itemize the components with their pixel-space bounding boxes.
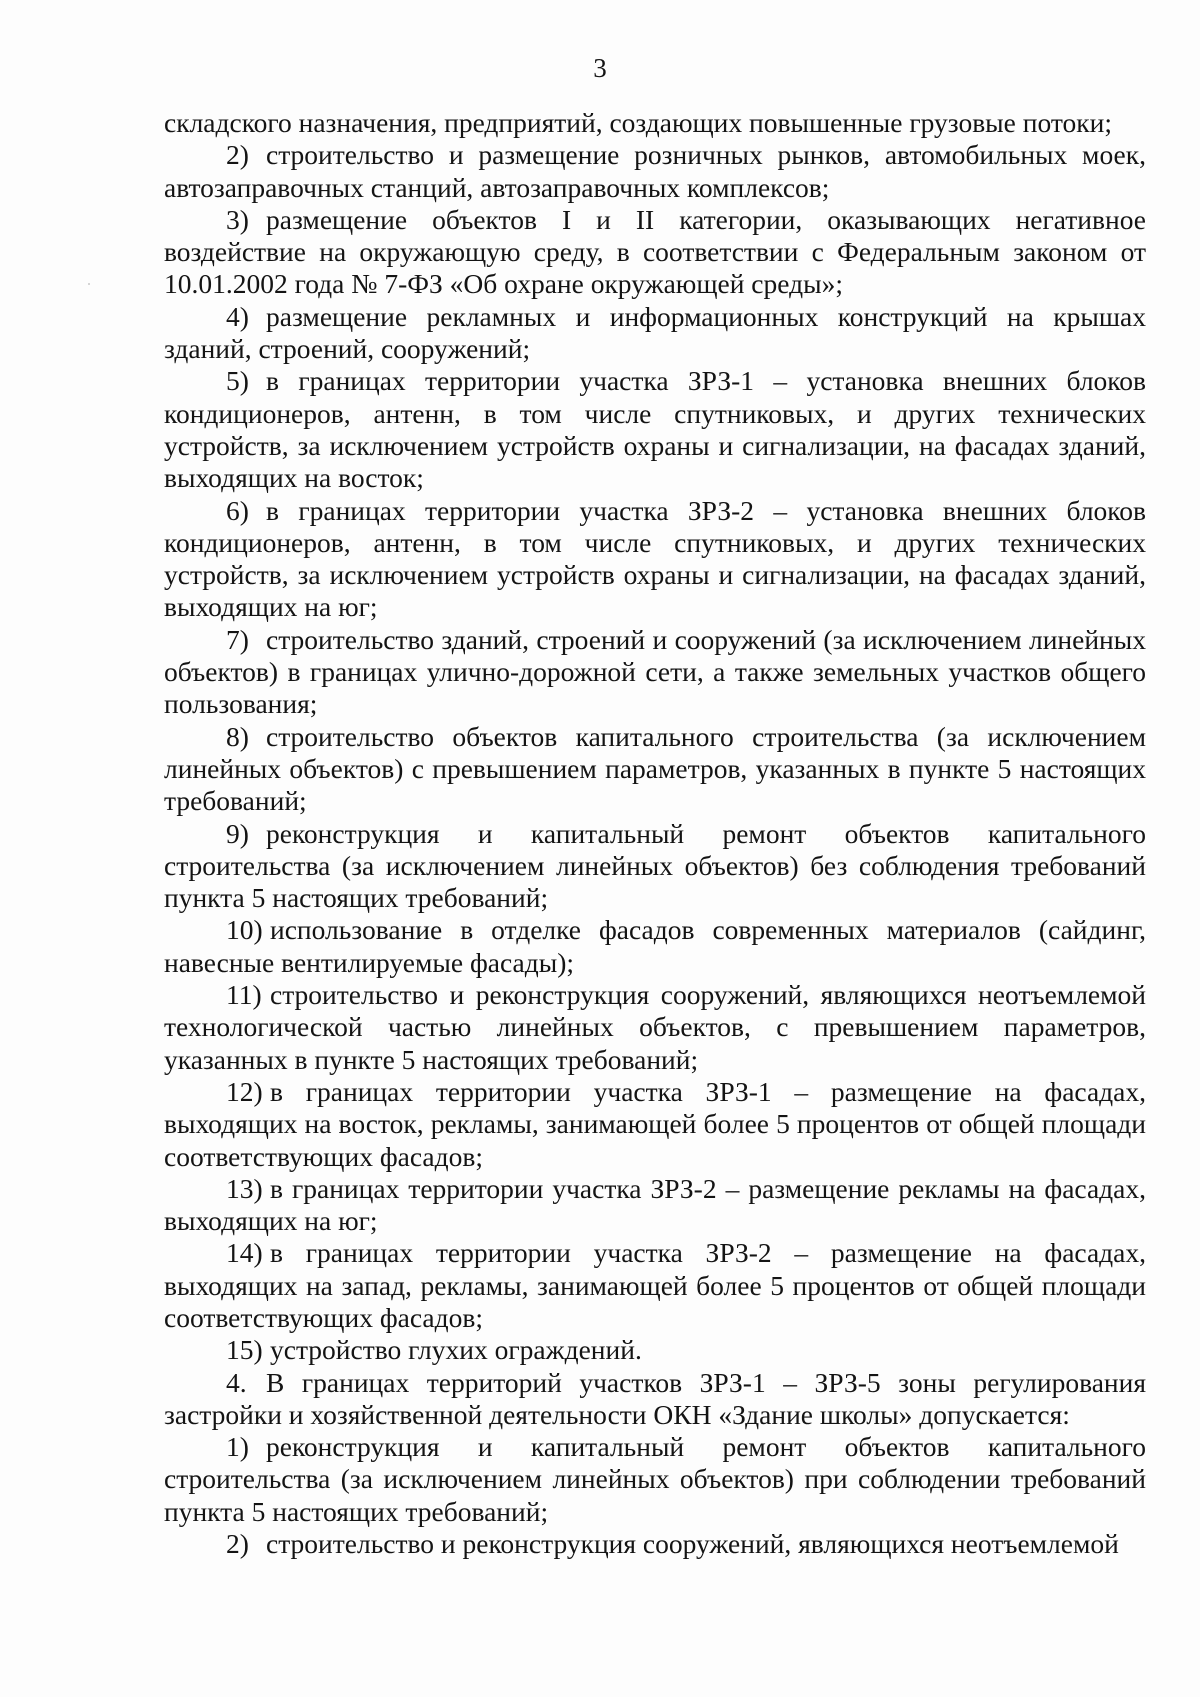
paragraph [164,1367,1146,1432]
paragraph-text: устройство глухих ограждений. [270,1334,642,1366]
paragraph [164,979,1146,1076]
paragraph-number: 5) [226,365,249,397]
paragraph-text: строительство зданий, строений и сооружений (за исключением линейных объектов) в границах улично-дорожной сети, а также земельных участков общего пользования; [164,623,1146,720]
paragraph-text: строительство объектов капитального строительства (за исключением линейных объектов) с превышением параметров, указанных в пункте 5 настоящих требований; [164,720,1146,817]
paragraph [164,1528,1146,1560]
paragraph [164,365,1146,494]
paragraph [164,139,1146,204]
paragraph-number: 14) [226,1237,263,1269]
paragraph [164,204,1146,301]
paragraph-text: реконструкция и капитальный ремонт объектов капитального строительства (за исключением линейных объектов) без соблюдения требований пункта 5 настоящих требований; [164,817,1146,914]
paragraph-number: 7) [226,623,249,655]
page-number: 3 [593,53,607,83]
paragraph [164,721,1146,818]
paragraph-text: в границах территории участка ЗРЗ-1 – установка внешних блоков кондиционеров, антенн, в том числе спутниковых, и других технических устройств, за исключением устройств охраны и сигнализации, на фасадах зданий, выходящих на восток; [164,365,1146,494]
paragraph-number: 4) [226,300,249,332]
paragraph [164,107,1146,139]
paragraph-text: строительство и реконструкция сооружений, являющихся неотъемлемой [266,1528,1119,1560]
paragraph-text: размещение рекламных и информационных конструкций на крышах зданий, строений, сооружений; [164,300,1146,365]
paragraph-text: складского назначения, предприятий, создающих повышенные грузовые потоки; [164,107,1112,138]
paragraph-text: реконструкция и капитальный ремонт объектов капитального строительства (за исключением линейных объектов) при соблюдении требований пункта 5 настоящих требований; [164,1431,1146,1527]
paragraph-text: строительство и размещение розничных рынков, автомобильных моек, автозаправочных станций, автозаправочных комплексов; [164,139,1146,203]
paragraph-number: 9) [226,817,249,849]
paragraph-number: 1) [226,1431,249,1463]
paragraph-number: 12) [226,1075,263,1107]
paragraph [164,1173,1146,1238]
paragraph-number: 4. [226,1366,247,1398]
paragraph-text: в границах территории участка ЗРЗ-1 – размещение на фасадах, выходящих на восток, рекламы, занимающей более 5 процентов от общей площади соответствующих фасадов; [164,1075,1146,1172]
paragraph-number: 2) [226,1528,249,1560]
scan-speck [88,283,90,285]
paragraph-text: строительство и реконструкция сооружений, являющихся неотъемлемой технологической частью линейных объектов, с превышением параметров, указанных в пункте 5 настоящих требований; [164,979,1146,1075]
paragraph [164,1334,1146,1366]
paragraph [164,1431,1146,1528]
paragraph-number: 3) [226,203,249,235]
paragraph-number: 13) [226,1172,263,1204]
paragraph [164,301,1146,366]
paragraph-number: 8) [226,720,249,752]
paragraph [164,624,1146,721]
paragraph-text: В границах территорий участков ЗРЗ-1 – ЗРЗ-5 зоны регулирования застройки и хозяйственной деятельности ОКН «Здание школы» допускается: [164,1366,1146,1430]
paragraph-number: 15) [226,1334,263,1366]
paragraph-number: 11) [226,979,262,1011]
paragraph-number: 10) [226,914,263,946]
paragraph [164,495,1146,624]
paragraph-number: 2) [226,139,249,171]
paragraph-text: в границах территории участка ЗРЗ-2 – размещение на фасадах, выходящих на запад, рекламы, занимающей более 5 процентов от общей площади соответствующих фасадов; [164,1237,1146,1333]
paragraph [164,1076,1146,1173]
paragraph [164,914,1146,979]
paragraph-number: 6) [226,494,249,526]
paragraph [164,1237,1146,1334]
paragraph-text: в границах территории участка ЗРЗ-2 – установка внешних блоков кондиционеров, антенн, в том числе спутниковых, и других технических устройств, за исключением устройств охраны и сигнализации, на фасадах зданий, выходящих на юг; [164,494,1146,623]
paragraph [164,818,1146,915]
paragraph-text: использование в отделке фасадов современных материалов (сайдинг, навесные вентилируемые фасады); [164,914,1146,978]
paragraph-text: размещение объектов I и II категории, оказывающих негативное воздействие на окружающую среду, в соответствии с Федеральным законом от 10.01.2002 года № 7-ФЗ «Об охране окружающей среды»; [164,203,1146,300]
document-body [164,107,1146,1560]
paragraph-text: в границах территории участка ЗРЗ-2 – размещение рекламы на фасадах, выходящих на юг; [164,1172,1146,1237]
